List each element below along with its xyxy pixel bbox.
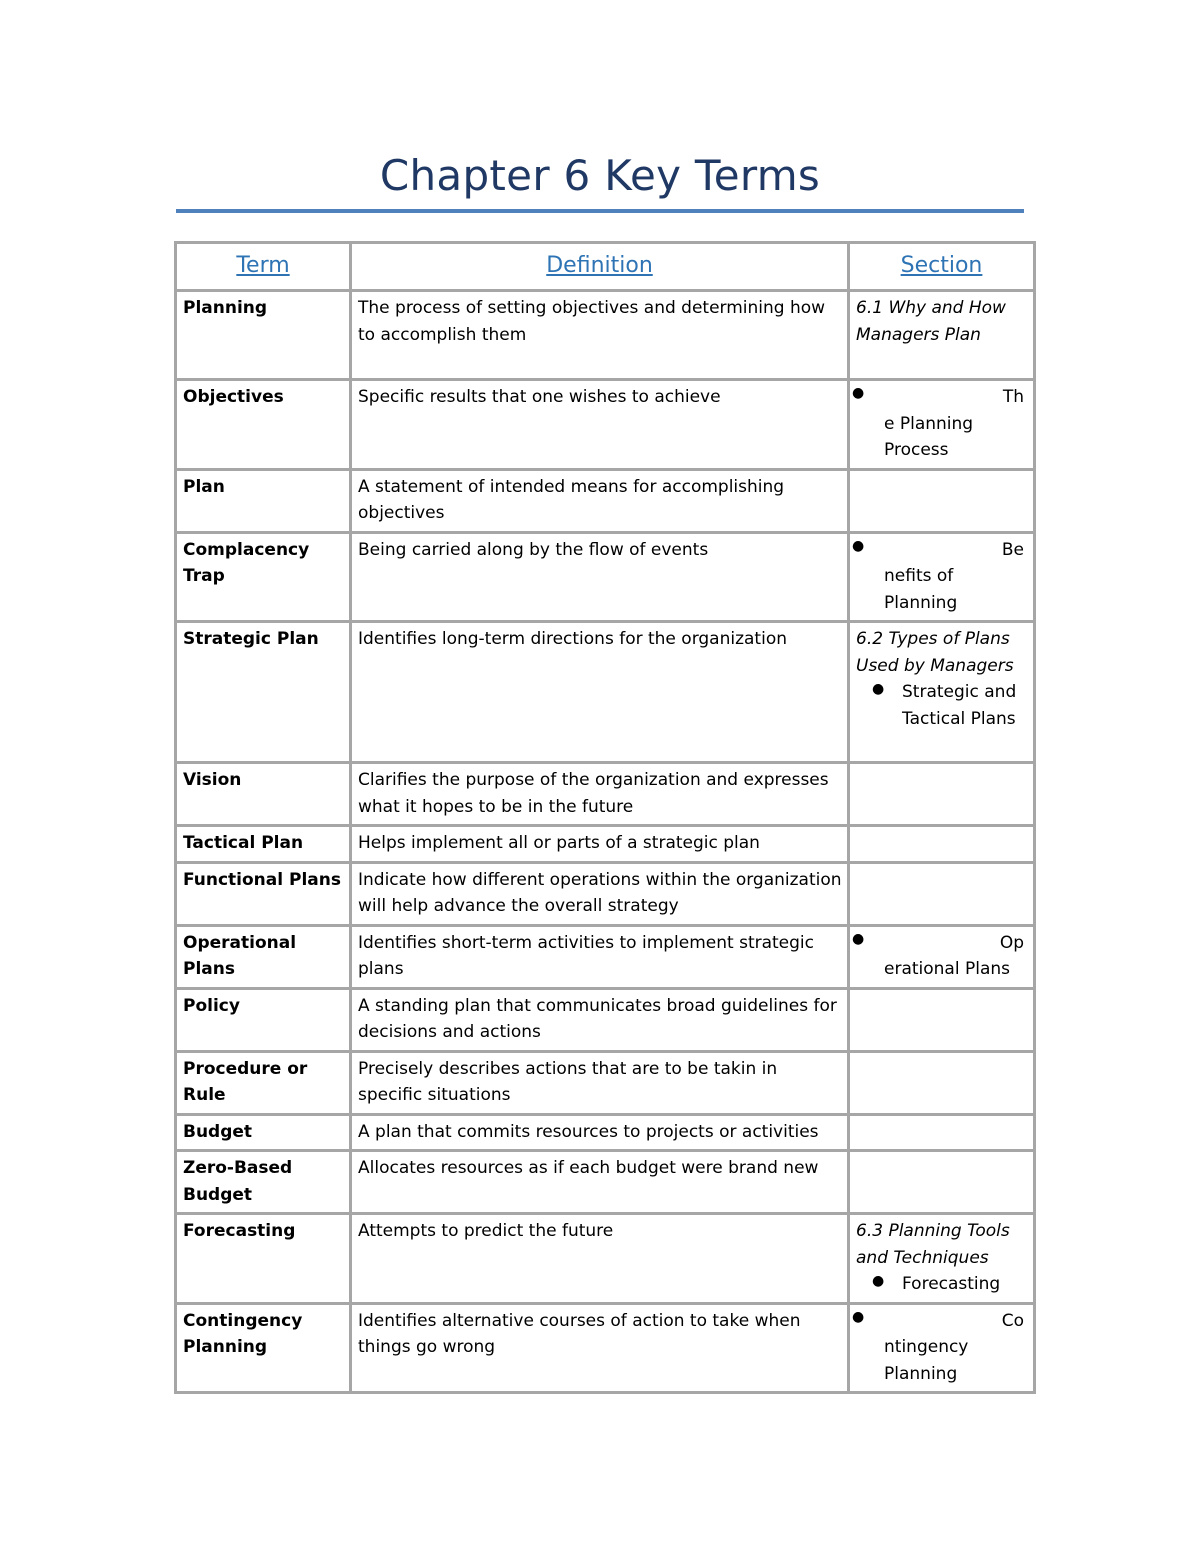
section-column-header: Section	[849, 243, 1035, 291]
term-column-header: Term	[176, 243, 351, 291]
table-row	[176, 291, 1035, 380]
section-cell	[849, 622, 1035, 763]
section-bullet-text-start: Co	[1001, 1310, 1024, 1331]
section-cell	[849, 925, 1035, 988]
table-row	[176, 763, 1035, 826]
bullet-icon: ●	[872, 681, 885, 697]
bullet-icon: ●	[872, 1273, 885, 1289]
definition-cell: Attempts to predict the future	[351, 1214, 849, 1304]
table-header-row	[176, 243, 1035, 291]
key-terms-table	[174, 241, 1036, 1394]
section-bullet	[852, 1308, 1028, 1388]
section-cell	[849, 1114, 1035, 1151]
section-bullet	[856, 679, 1028, 732]
bullet-icon: ●	[852, 385, 865, 401]
title-underline	[176, 209, 1024, 213]
table-row	[176, 532, 1035, 622]
definition-cell: Clarifies the purpose of the organization and expresses what it hopes to be in the future	[351, 763, 849, 826]
definition-cell: A plan that commits resources to projects or activities	[351, 1114, 849, 1151]
table-row	[176, 1051, 1035, 1114]
table-row	[176, 622, 1035, 763]
section-cell	[849, 469, 1035, 532]
definition-cell: Identifies short-term activities to implement strategic plans	[351, 925, 849, 988]
term-cell: Tactical Plan	[176, 826, 351, 863]
section-cell	[849, 1151, 1035, 1214]
section-bullet	[852, 930, 1028, 983]
section-cell	[849, 862, 1035, 925]
section-bullet	[856, 1271, 1028, 1298]
term-cell: Vision	[176, 763, 351, 826]
definition-cell: Allocates resources as if each budget were brand new	[351, 1151, 849, 1214]
definition-cell: A standing plan that communicates broad guidelines for decisions and actions	[351, 988, 849, 1051]
section-bullet-text-rest: nefits of Planning	[884, 566, 958, 613]
section-heading: 6.1 Why and How Managers Plan	[856, 298, 1006, 345]
term-cell: Planning	[176, 291, 351, 380]
table-row	[176, 1114, 1035, 1151]
definition-cell: Indicate how different operations within the organization will help advance the overall strategy	[351, 862, 849, 925]
section-cell	[849, 826, 1035, 863]
term-cell: Operational Plans	[176, 925, 351, 988]
section-bullet	[852, 384, 1028, 464]
term-cell: Strategic Plan	[176, 622, 351, 763]
section-bullet-text-start: Th	[1002, 387, 1024, 407]
definition-column-header: Definition	[351, 243, 849, 291]
definition-cell: A statement of intended means for accomplishing objectives	[351, 469, 849, 532]
definition-cell: Being carried along by the flow of events	[351, 532, 849, 622]
term-cell: Policy	[176, 988, 351, 1051]
section-cell	[849, 380, 1035, 470]
definition-cell: The process of setting objectives and determining how to accomplish them	[351, 291, 849, 380]
section-bullet-text: Strategic and Tactical Plans	[902, 682, 1017, 729]
bullet-icon: ●	[852, 1308, 865, 1325]
section-bullet	[852, 537, 1028, 617]
section-cell	[849, 1051, 1035, 1114]
section-bullet-text-rest: erational Plans	[884, 959, 1010, 979]
table-row	[176, 1303, 1035, 1393]
section-cell	[849, 763, 1035, 826]
section-heading: 6.2 Types of Plans Used by Managers	[856, 629, 1014, 676]
term-cell: Procedure or Rule	[176, 1051, 351, 1114]
table-row	[176, 862, 1035, 925]
section-cell	[849, 291, 1035, 380]
section-bullet-text-start: Op	[999, 932, 1024, 953]
term-cell: Budget	[176, 1114, 351, 1151]
table-row	[176, 925, 1035, 988]
table-row	[176, 1214, 1035, 1304]
term-cell: Objectives	[176, 380, 351, 470]
term-cell: Complacency Trap	[176, 532, 351, 622]
term-cell: Plan	[176, 469, 351, 532]
table-row	[176, 469, 1035, 532]
table-row	[176, 380, 1035, 470]
section-bullet-text-rest: e Planning Process	[884, 413, 974, 460]
section-cell	[849, 1303, 1035, 1393]
section-heading: 6.3 Planning Tools and Techniques	[856, 1221, 1010, 1268]
definition-cell: Precisely describes actions that are to be takin in specific situations	[351, 1051, 849, 1114]
definition-cell: Identifies long-term directions for the organization	[351, 622, 849, 763]
term-cell: Functional Plans	[176, 862, 351, 925]
table-row	[176, 826, 1035, 863]
page-title: Chapter 6 Key Terms	[379, 151, 821, 200]
bullet-icon: ●	[852, 537, 865, 554]
table-row	[176, 988, 1035, 1051]
section-bullet-text-rest: ntingency Planning	[884, 1337, 969, 1384]
term-cell: Forecasting	[176, 1214, 351, 1304]
section-cell	[849, 988, 1035, 1051]
section-cell	[849, 1214, 1035, 1304]
section-bullet-text: Forecasting	[902, 1274, 1001, 1294]
definition-cell: Identifies alternative courses of action to take when things go wrong	[351, 1303, 849, 1393]
table-row	[176, 1151, 1035, 1214]
definition-cell: Helps implement all or parts of a strategic plan	[351, 826, 849, 863]
bullet-icon: ●	[852, 930, 865, 947]
term-cell: Zero-Based Budget	[176, 1151, 351, 1214]
section-bullet-text-start: Be	[1001, 539, 1024, 560]
section-cell	[849, 532, 1035, 622]
term-cell: Contingency Planning	[176, 1303, 351, 1393]
definition-cell: Specific results that one wishes to achieve	[351, 380, 849, 470]
